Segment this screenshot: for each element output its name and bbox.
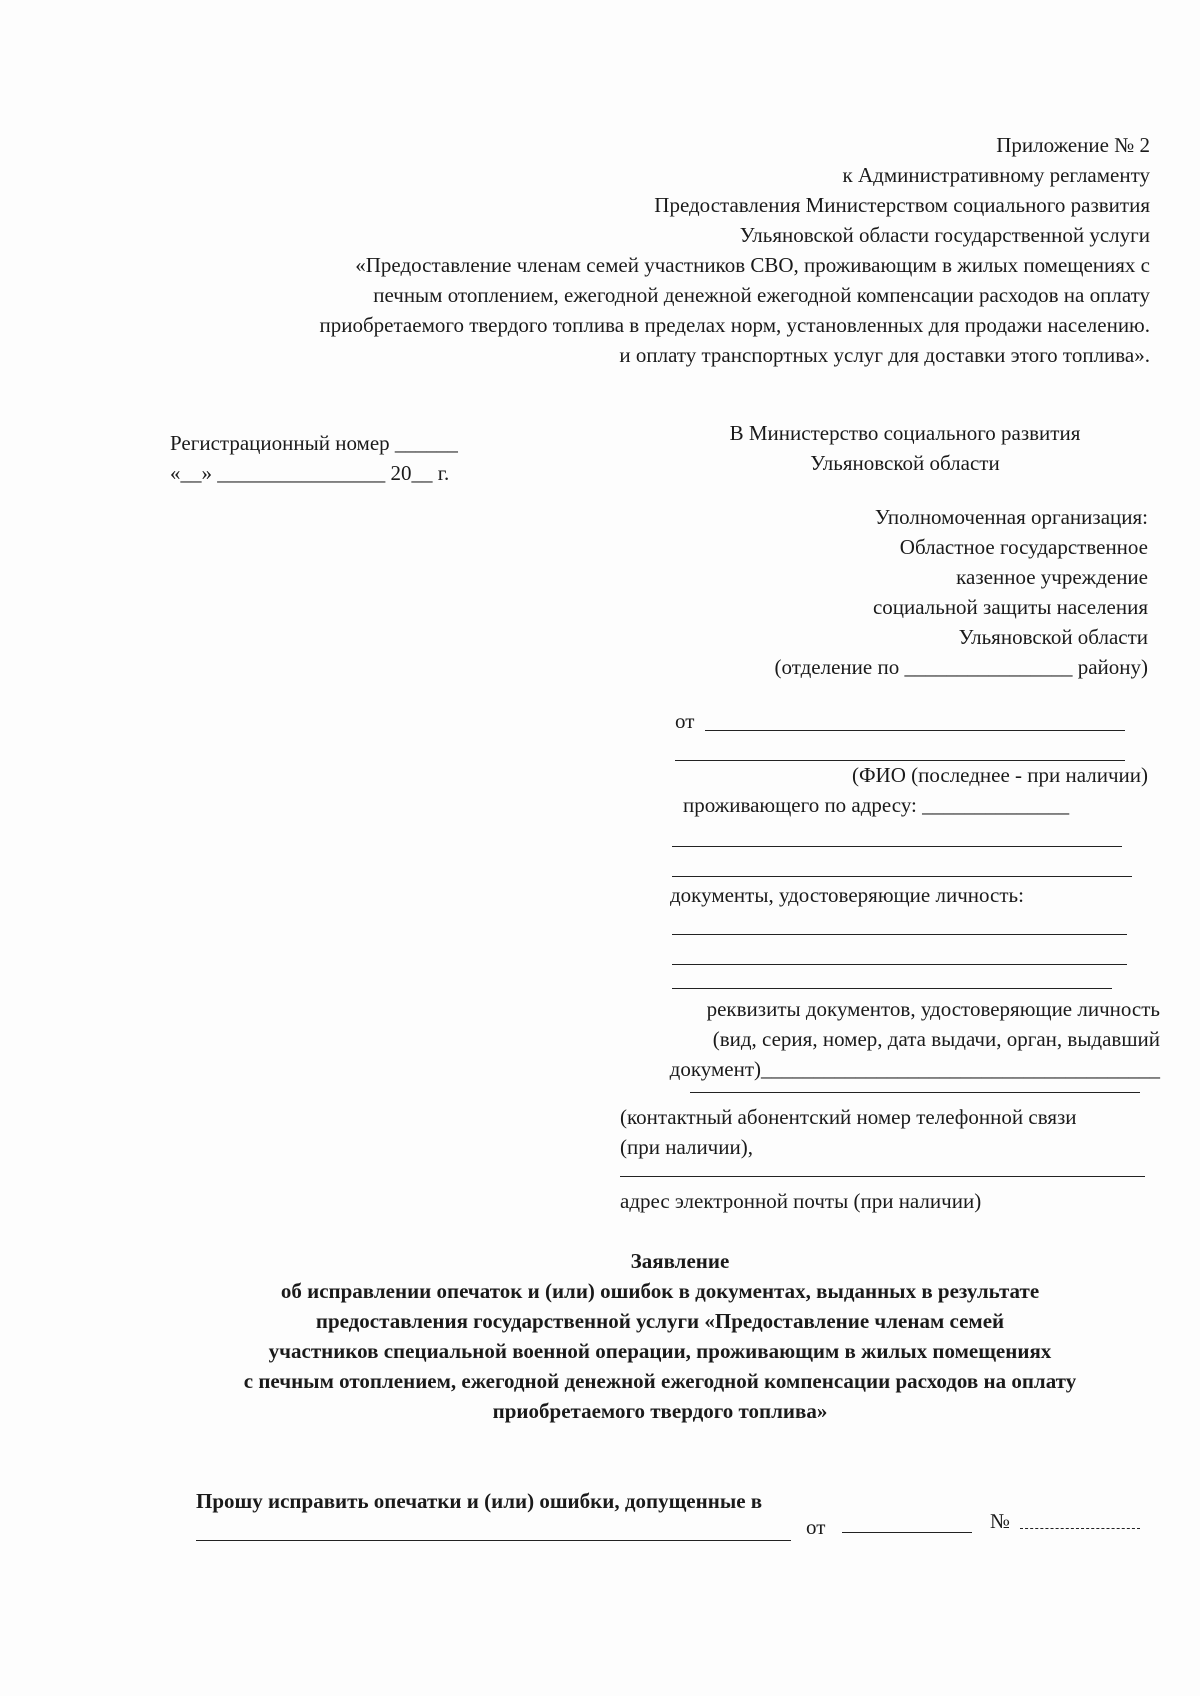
documents-field-line[interactable]	[672, 934, 1127, 935]
email-label: адрес электронной почты (при наличии)	[620, 1189, 982, 1213]
statement-line: приобретаемого твердого топлива»	[492, 1399, 828, 1423]
appendix-header	[150, 130, 1150, 370]
fio-hint: (ФИО (последнее - при наличии)	[851, 763, 1148, 787]
registration-block	[170, 428, 570, 488]
requisites-block	[600, 994, 1160, 1084]
ministry-addressee	[680, 418, 1130, 478]
registration-number: Регистрационный номер ______	[170, 431, 458, 455]
organization-block	[588, 502, 1148, 682]
address-field-line-2[interactable]	[672, 876, 1132, 877]
phone-block	[620, 1102, 1160, 1162]
request-text: Прошу исправить опечатки и (или) ошибки, допущенные в	[196, 1489, 763, 1513]
request-document-field-line[interactable]	[196, 1540, 791, 1541]
request-number-field-line[interactable]	[1020, 1528, 1140, 1529]
appendix-line: к Административному регламенту	[842, 163, 1150, 187]
statement-line: участников специальной военной операции, проживающим в жилых помещениях	[268, 1339, 1052, 1363]
statement-line: об исправлении опечаток и (или) ошибок в документах, выданных в результате	[280, 1279, 1040, 1303]
appendix-line: приобретаемого твердого топлива в пределах норм, установленных для продажи населению.	[319, 313, 1150, 337]
documents-label: документы, удостоверяющие личность:	[670, 883, 1024, 907]
request-date-field-line[interactable]	[842, 1532, 972, 1533]
statement-line: с печным отоплением, ежегодной денежной ежегодной компенсации расходов на оплату	[243, 1369, 1077, 1393]
statement-body	[140, 1276, 1180, 1426]
appendix-line: Предоставления Министерством социального развития	[654, 193, 1150, 217]
requisites-line: реквизиты документов, удостоверяющие личность	[706, 997, 1160, 1021]
organization-line: (отделение по ________________ району)	[774, 655, 1148, 679]
appendix-line: и оплату транспортных услуг для доставки этого топлива».	[619, 343, 1150, 367]
address-label: проживающего по адресу: ______________	[683, 793, 1070, 817]
organization-line: Областное государственное	[899, 535, 1148, 559]
appendix-line: Приложение № 2	[996, 133, 1150, 157]
documents-field-line-3[interactable]	[672, 988, 1112, 989]
appendix-line: печным отоплением, ежегодной денежной ежегодной компенсации расходов на оплату	[373, 283, 1150, 307]
phone-field-line[interactable]	[620, 1176, 1145, 1177]
appendix-line: «Предоставление членам семей участников СВО, проживающим в жилых помещениях с	[355, 253, 1150, 277]
organization-line: казенное учреждение	[956, 565, 1148, 589]
registration-date: «__» ________________ 20__ г.	[170, 461, 450, 485]
request-from-label: от	[806, 1515, 826, 1539]
requisites-line: (вид, серия, номер, дата выдачи, орган, выдавший	[712, 1027, 1160, 1051]
organization-line: социальной защиты населения	[872, 595, 1148, 619]
ministry-line: Ульяновской области	[810, 451, 1000, 475]
organization-line: Ульяновской области	[958, 625, 1148, 649]
appendix-line: Ульяновской области государственной услуги	[739, 223, 1150, 247]
statement-title: Заявление	[630, 1249, 730, 1273]
requisites-field-line[interactable]	[690, 1092, 1140, 1093]
statement-line: предоставления государственной услуги «Предоставление членам семей	[315, 1309, 1005, 1333]
documents-field-line-2[interactable]	[672, 964, 1127, 965]
request-number-label: №	[990, 1509, 1011, 1533]
requisites-line: документ)______________________________________	[669, 1057, 1160, 1081]
from-field-line[interactable]	[705, 730, 1125, 731]
ministry-line: В Министерство социального развития	[729, 421, 1081, 445]
from-label: от	[675, 709, 695, 733]
organization-line: Уполномоченная организация:	[874, 505, 1148, 529]
phone-line: (при наличии),	[620, 1135, 753, 1159]
address-field-line[interactable]	[672, 846, 1122, 847]
phone-line: (контактный абонентский номер телефонной связи	[620, 1105, 1077, 1129]
